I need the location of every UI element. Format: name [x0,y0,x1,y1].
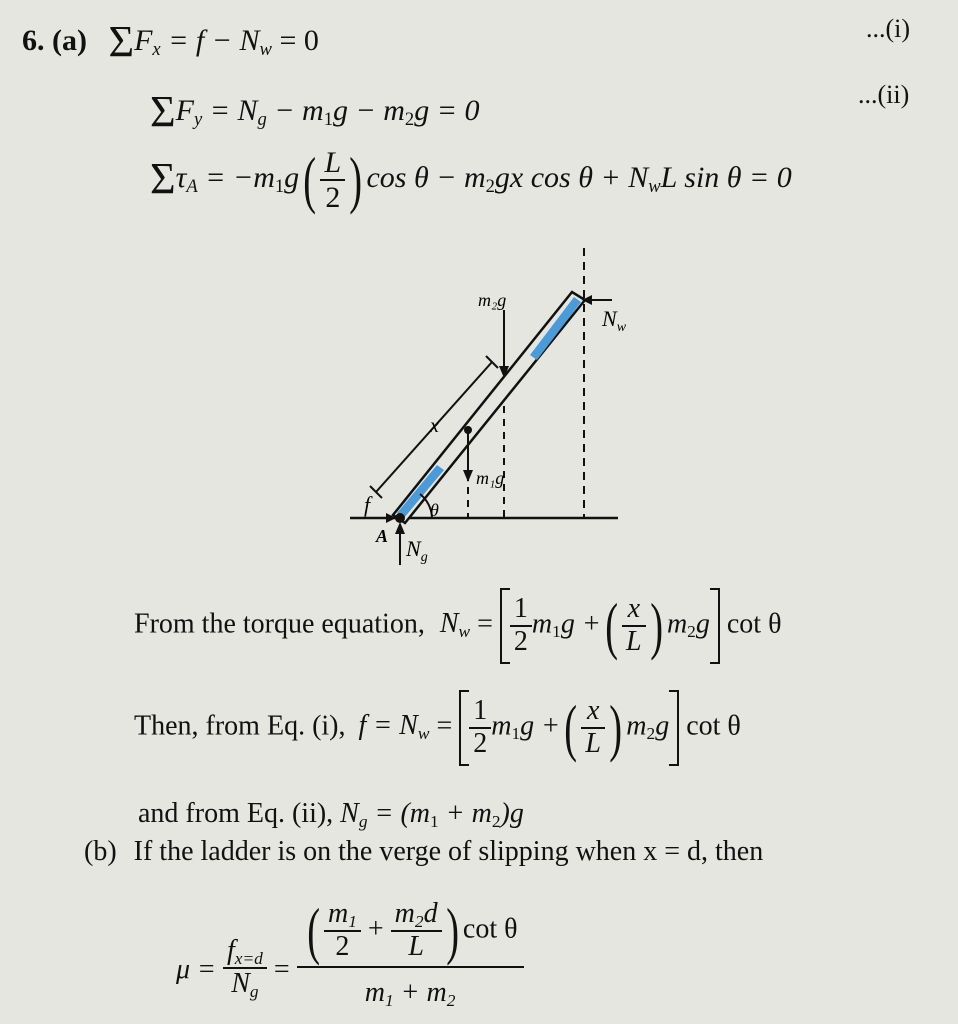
part-b-label: (b) [84,836,117,867]
equation-sum-torque: ΣτA = −m1g( $\frac{L}{2}$ ) cos θ − m2gx cos θ + NwL sin θ = 0 [150,144,792,215]
equation-sum-fx: 6. (a) ΣFx = f − Nw = 0 [22,17,319,66]
label-nw: $N_w$ [602,306,627,335]
label-ng: $N_g$ [406,536,428,565]
part-a-label: 6. (a) [22,24,87,57]
mu-equation: μ = $\frac{fx=d}{Ng}$ = ( $\frac{m1}{2}$ + $\frac{m2d}{L}$ ) cot θ m1 + m2 [176,896,524,1009]
equation-tag-i: ...(i) [866,14,911,43]
label-m2g: m₂g [478,290,507,310]
equation-sum-fy: ΣFy = Ng − m1g − m2g = 0 [150,87,480,136]
ladder-blue-upper [530,297,581,360]
label-theta: θ [430,500,439,520]
sigma-symbol: Σ [108,17,135,66]
label-f: f [364,492,371,517]
label-m1g: m₁g [476,468,505,488]
label-x: x [430,415,439,437]
label-a: A [376,526,389,546]
equation-tag-ii: ...(ii) [858,80,910,109]
friction-result-line: Then, from Eq. (i), f = Nw = $\frac{1}{2}$ m1g +( $\frac{x}{L}$ ) m2g cot θ [134,690,741,766]
point-a [395,513,405,523]
part-b-line: (b) If the ladder is on the verge of slipping when x = d, then [84,836,764,867]
normal-force-line: and from Eq. (ii), Ng = (m1 + m2)g [138,798,524,831]
torque-result-line: From the torque equation, Nw = $\frac{1}{2}$ m1g +( $\frac{x}{L}$ ) m2g cot θ [134,588,781,664]
